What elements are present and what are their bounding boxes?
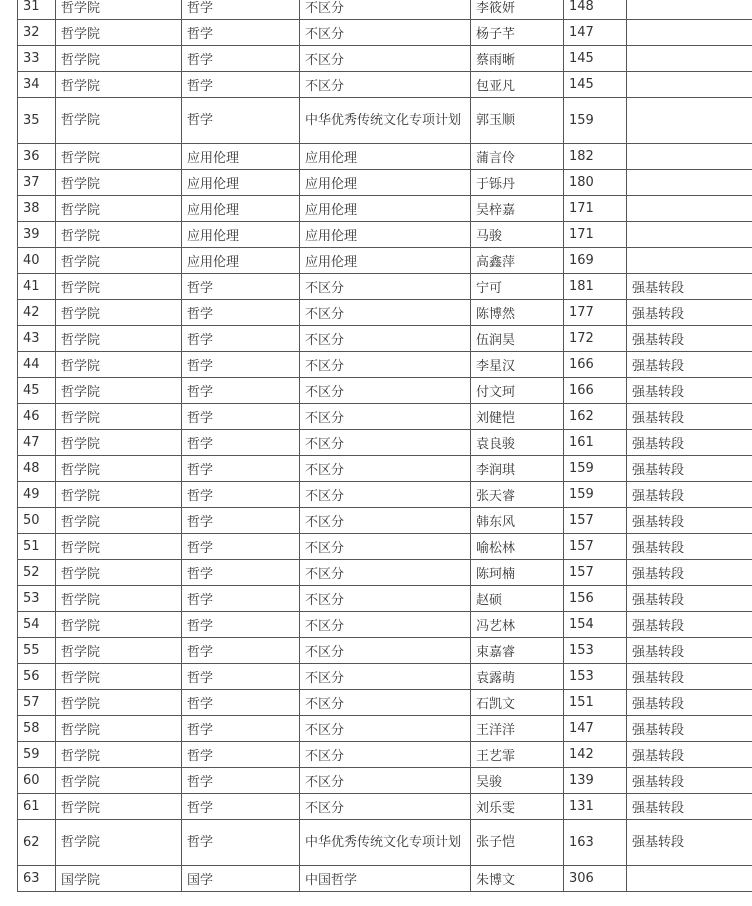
name-cell: 于铄丹 xyxy=(471,170,564,196)
name-cell: 陈博然 xyxy=(471,300,564,326)
score-cell: 139 xyxy=(564,768,627,794)
major-cell: 哲学 xyxy=(182,508,300,534)
direction-cell: 不区分 xyxy=(300,352,471,378)
name-cell: 韩东风 xyxy=(471,508,564,534)
table-row xyxy=(18,690,752,716)
note-cell xyxy=(627,98,752,144)
direction-cell: 不区分 xyxy=(300,326,471,352)
row-number: 37 xyxy=(18,170,56,196)
name-cell: 王洋洋 xyxy=(471,716,564,742)
name-cell: 张子恺 xyxy=(471,820,564,866)
name-cell: 冯艺林 xyxy=(471,612,564,638)
college-cell: 哲学院 xyxy=(56,638,182,664)
score-cell: 157 xyxy=(564,560,627,586)
row-number: 32 xyxy=(18,20,56,46)
college-cell: 哲学院 xyxy=(56,534,182,560)
college-cell: 哲学院 xyxy=(56,482,182,508)
college-cell: 哲学院 xyxy=(56,378,182,404)
note-cell: 强基转段 xyxy=(627,638,752,664)
table-row xyxy=(18,326,752,352)
note-cell: 强基转段 xyxy=(627,820,752,866)
row-number: 34 xyxy=(18,72,56,98)
row-number: 40 xyxy=(18,248,56,274)
table-row xyxy=(18,742,752,768)
major-cell: 哲学 xyxy=(182,534,300,560)
name-cell: 杨子芊 xyxy=(471,20,564,46)
name-cell: 蒲言伶 xyxy=(471,144,564,170)
direction-cell: 不区分 xyxy=(300,794,471,820)
direction-cell: 不区分 xyxy=(300,72,471,98)
major-cell: 哲学 xyxy=(182,638,300,664)
major-cell: 哲学 xyxy=(182,690,300,716)
score-cell: 159 xyxy=(564,482,627,508)
score-cell: 154 xyxy=(564,612,627,638)
row-number: 62 xyxy=(18,820,56,866)
major-cell: 哲学 xyxy=(182,0,300,20)
name-cell: 吴梓嘉 xyxy=(471,196,564,222)
score-cell: 306 xyxy=(564,866,627,892)
row-number: 51 xyxy=(18,534,56,560)
score-cell: 145 xyxy=(564,46,627,72)
name-cell: 袁良骏 xyxy=(471,430,564,456)
major-cell: 哲学 xyxy=(182,300,300,326)
table-row xyxy=(18,866,752,892)
row-number: 35 xyxy=(18,98,56,144)
direction-cell: 应用伦理 xyxy=(300,196,471,222)
row-number: 45 xyxy=(18,378,56,404)
college-cell: 哲学院 xyxy=(56,222,182,248)
table-row xyxy=(18,20,752,46)
table-row xyxy=(18,72,752,98)
note-cell: 强基转段 xyxy=(627,612,752,638)
major-cell: 应用伦理 xyxy=(182,144,300,170)
college-cell: 哲学院 xyxy=(56,716,182,742)
direction-cell: 中国哲学 xyxy=(300,866,471,892)
table-row xyxy=(18,534,752,560)
college-cell: 哲学院 xyxy=(56,456,182,482)
score-cell: 159 xyxy=(564,456,627,482)
row-number: 53 xyxy=(18,586,56,612)
college-cell: 哲学院 xyxy=(56,0,182,20)
college-cell: 哲学院 xyxy=(56,690,182,716)
table-row xyxy=(18,456,752,482)
table-row xyxy=(18,248,752,274)
major-cell: 哲学 xyxy=(182,664,300,690)
row-number: 52 xyxy=(18,560,56,586)
table-row xyxy=(18,664,752,690)
note-cell: 强基转段 xyxy=(627,664,752,690)
row-number: 31 xyxy=(18,0,56,20)
college-cell: 哲学院 xyxy=(56,98,182,144)
direction-cell: 不区分 xyxy=(300,0,471,20)
college-cell: 哲学院 xyxy=(56,352,182,378)
note-cell: 强基转段 xyxy=(627,404,752,430)
name-cell: 李星汉 xyxy=(471,352,564,378)
direction-cell: 不区分 xyxy=(300,612,471,638)
direction-cell: 不区分 xyxy=(300,20,471,46)
major-cell: 应用伦理 xyxy=(182,170,300,196)
college-cell: 哲学院 xyxy=(56,430,182,456)
row-number: 44 xyxy=(18,352,56,378)
note-cell: 强基转段 xyxy=(627,300,752,326)
note-cell xyxy=(627,222,752,248)
college-cell: 哲学院 xyxy=(56,508,182,534)
direction-cell: 应用伦理 xyxy=(300,222,471,248)
table-row xyxy=(18,222,752,248)
table-row xyxy=(18,612,752,638)
direction-cell: 不区分 xyxy=(300,664,471,690)
score-cell: 182 xyxy=(564,144,627,170)
direction-cell: 不区分 xyxy=(300,742,471,768)
table-row xyxy=(18,560,752,586)
major-cell: 哲学 xyxy=(182,820,300,866)
major-cell: 哲学 xyxy=(182,456,300,482)
score-cell: 177 xyxy=(564,300,627,326)
score-cell: 157 xyxy=(564,534,627,560)
table-row xyxy=(18,638,752,664)
major-cell: 哲学 xyxy=(182,794,300,820)
score-cell: 181 xyxy=(564,274,627,300)
name-cell: 李润琪 xyxy=(471,456,564,482)
direction-cell: 不区分 xyxy=(300,456,471,482)
college-cell: 哲学院 xyxy=(56,560,182,586)
score-cell: 172 xyxy=(564,326,627,352)
direction-cell: 不区分 xyxy=(300,508,471,534)
score-cell: 163 xyxy=(564,820,627,866)
score-cell: 131 xyxy=(564,794,627,820)
direction-cell: 不区分 xyxy=(300,378,471,404)
major-cell: 哲学 xyxy=(182,274,300,300)
note-cell xyxy=(627,20,752,46)
table-row xyxy=(18,586,752,612)
major-cell: 哲学 xyxy=(182,20,300,46)
score-cell: 159 xyxy=(564,98,627,144)
row-number: 63 xyxy=(18,866,56,892)
row-number: 57 xyxy=(18,690,56,716)
row-number: 55 xyxy=(18,638,56,664)
score-cell: 162 xyxy=(564,404,627,430)
major-cell: 应用伦理 xyxy=(182,222,300,248)
table-row xyxy=(18,300,752,326)
note-cell: 强基转段 xyxy=(627,768,752,794)
note-cell xyxy=(627,170,752,196)
score-cell: 166 xyxy=(564,352,627,378)
major-cell: 哲学 xyxy=(182,72,300,98)
direction-cell: 不区分 xyxy=(300,430,471,456)
score-cell: 166 xyxy=(564,378,627,404)
direction-cell: 不区分 xyxy=(300,638,471,664)
direction-cell: 不区分 xyxy=(300,482,471,508)
direction-cell: 不区分 xyxy=(300,534,471,560)
name-cell: 刘健恺 xyxy=(471,404,564,430)
row-number: 58 xyxy=(18,716,56,742)
name-cell: 吴骏 xyxy=(471,768,564,794)
name-cell: 陈珂楠 xyxy=(471,560,564,586)
score-cell: 147 xyxy=(564,716,627,742)
major-cell: 哲学 xyxy=(182,768,300,794)
note-cell: 强基转段 xyxy=(627,742,752,768)
row-number: 42 xyxy=(18,300,56,326)
college-cell: 哲学院 xyxy=(56,794,182,820)
college-cell: 哲学院 xyxy=(56,820,182,866)
table-row xyxy=(18,274,752,300)
row-number: 36 xyxy=(18,144,56,170)
table-row xyxy=(18,352,752,378)
direction-cell: 不区分 xyxy=(300,274,471,300)
note-cell xyxy=(627,196,752,222)
direction-cell: 不区分 xyxy=(300,404,471,430)
name-cell: 高鑫萍 xyxy=(471,248,564,274)
row-number: 43 xyxy=(18,326,56,352)
name-cell: 李筱妍 xyxy=(471,0,564,20)
score-cell: 142 xyxy=(564,742,627,768)
table-row xyxy=(18,404,752,430)
name-cell: 马骏 xyxy=(471,222,564,248)
direction-cell: 不区分 xyxy=(300,46,471,72)
college-cell: 哲学院 xyxy=(56,274,182,300)
table-body xyxy=(18,0,752,892)
table-row xyxy=(18,768,752,794)
college-cell: 哲学院 xyxy=(56,300,182,326)
major-cell: 哲学 xyxy=(182,46,300,72)
score-cell: 161 xyxy=(564,430,627,456)
score-cell: 151 xyxy=(564,690,627,716)
note-cell xyxy=(627,46,752,72)
score-cell: 147 xyxy=(564,20,627,46)
score-cell: 153 xyxy=(564,664,627,690)
row-number: 54 xyxy=(18,612,56,638)
note-cell xyxy=(627,248,752,274)
direction-cell: 不区分 xyxy=(300,716,471,742)
name-cell: 朱博文 xyxy=(471,866,564,892)
major-cell: 哲学 xyxy=(182,378,300,404)
name-cell: 刘乐雯 xyxy=(471,794,564,820)
note-cell: 强基转段 xyxy=(627,586,752,612)
college-cell: 哲学院 xyxy=(56,144,182,170)
row-number: 46 xyxy=(18,404,56,430)
name-cell: 赵硕 xyxy=(471,586,564,612)
college-cell: 哲学院 xyxy=(56,664,182,690)
admission-list-table xyxy=(17,0,752,892)
table-row xyxy=(18,716,752,742)
direction-cell: 应用伦理 xyxy=(300,170,471,196)
note-cell: 强基转段 xyxy=(627,690,752,716)
direction-cell: 不区分 xyxy=(300,690,471,716)
major-cell: 哲学 xyxy=(182,98,300,144)
college-cell: 国学院 xyxy=(56,866,182,892)
score-cell: 157 xyxy=(564,508,627,534)
score-cell: 156 xyxy=(564,586,627,612)
score-cell: 169 xyxy=(564,248,627,274)
row-number: 47 xyxy=(18,430,56,456)
note-cell: 强基转段 xyxy=(627,794,752,820)
table-row xyxy=(18,144,752,170)
major-cell: 哲学 xyxy=(182,326,300,352)
note-cell: 强基转段 xyxy=(627,274,752,300)
direction-cell: 应用伦理 xyxy=(300,144,471,170)
note-cell: 强基转段 xyxy=(627,560,752,586)
college-cell: 哲学院 xyxy=(56,742,182,768)
college-cell: 哲学院 xyxy=(56,170,182,196)
note-cell: 强基转段 xyxy=(627,326,752,352)
note-cell: 强基转段 xyxy=(627,456,752,482)
college-cell: 哲学院 xyxy=(56,72,182,98)
direction-cell: 不区分 xyxy=(300,300,471,326)
direction-cell: 中华优秀传统文化专项计划 xyxy=(300,98,471,144)
name-cell: 宁可 xyxy=(471,274,564,300)
table-row xyxy=(18,378,752,404)
note-cell: 强基转段 xyxy=(627,482,752,508)
college-cell: 哲学院 xyxy=(56,20,182,46)
row-number: 49 xyxy=(18,482,56,508)
note-cell xyxy=(627,72,752,98)
name-cell: 蔡雨晰 xyxy=(471,46,564,72)
college-cell: 哲学院 xyxy=(56,46,182,72)
name-cell: 喻松林 xyxy=(471,534,564,560)
college-cell: 哲学院 xyxy=(56,768,182,794)
table-row xyxy=(18,170,752,196)
table-row xyxy=(18,98,752,144)
note-cell: 强基转段 xyxy=(627,508,752,534)
note-cell: 强基转段 xyxy=(627,534,752,560)
score-cell: 153 xyxy=(564,638,627,664)
table-row xyxy=(18,196,752,222)
name-cell: 袁露萌 xyxy=(471,664,564,690)
note-cell: 强基转段 xyxy=(627,430,752,456)
name-cell: 王艺霏 xyxy=(471,742,564,768)
direction-cell: 不区分 xyxy=(300,768,471,794)
row-number: 48 xyxy=(18,456,56,482)
note-cell xyxy=(627,144,752,170)
major-cell: 哲学 xyxy=(182,742,300,768)
row-number: 50 xyxy=(18,508,56,534)
table-row xyxy=(18,430,752,456)
note-cell: 强基转段 xyxy=(627,716,752,742)
college-cell: 哲学院 xyxy=(56,326,182,352)
college-cell: 哲学院 xyxy=(56,404,182,430)
major-cell: 应用伦理 xyxy=(182,248,300,274)
direction-cell: 不区分 xyxy=(300,586,471,612)
score-cell: 171 xyxy=(564,222,627,248)
table-row xyxy=(18,46,752,72)
college-cell: 哲学院 xyxy=(56,612,182,638)
direction-cell: 不区分 xyxy=(300,560,471,586)
row-number: 33 xyxy=(18,46,56,72)
note-cell: 强基转段 xyxy=(627,352,752,378)
major-cell: 国学 xyxy=(182,866,300,892)
name-cell: 张天睿 xyxy=(471,482,564,508)
name-cell: 付文珂 xyxy=(471,378,564,404)
table-row xyxy=(18,508,752,534)
major-cell: 哲学 xyxy=(182,612,300,638)
name-cell: 束嘉睿 xyxy=(471,638,564,664)
score-cell: 171 xyxy=(564,196,627,222)
direction-cell: 中华优秀传统文化专项计划 xyxy=(300,820,471,866)
name-cell: 石凯文 xyxy=(471,690,564,716)
row-number: 56 xyxy=(18,664,56,690)
name-cell: 郭玉顺 xyxy=(471,98,564,144)
note-cell: 强基转段 xyxy=(627,378,752,404)
row-number: 39 xyxy=(18,222,56,248)
score-cell: 145 xyxy=(564,72,627,98)
row-number: 38 xyxy=(18,196,56,222)
major-cell: 哲学 xyxy=(182,716,300,742)
name-cell: 伍润昊 xyxy=(471,326,564,352)
major-cell: 哲学 xyxy=(182,560,300,586)
table-row xyxy=(18,794,752,820)
note-cell xyxy=(627,866,752,892)
college-cell: 哲学院 xyxy=(56,586,182,612)
major-cell: 哲学 xyxy=(182,404,300,430)
note-cell xyxy=(627,0,752,20)
row-number: 41 xyxy=(18,274,56,300)
major-cell: 哲学 xyxy=(182,430,300,456)
major-cell: 哲学 xyxy=(182,482,300,508)
table-row xyxy=(18,820,752,866)
major-cell: 哲学 xyxy=(182,586,300,612)
row-number: 61 xyxy=(18,794,56,820)
college-cell: 哲学院 xyxy=(56,196,182,222)
major-cell: 应用伦理 xyxy=(182,196,300,222)
table-row xyxy=(18,482,752,508)
major-cell: 哲学 xyxy=(182,352,300,378)
score-cell: 148 xyxy=(564,0,627,20)
row-number: 60 xyxy=(18,768,56,794)
college-cell: 哲学院 xyxy=(56,248,182,274)
direction-cell: 应用伦理 xyxy=(300,248,471,274)
score-cell: 180 xyxy=(564,170,627,196)
table-row xyxy=(18,0,752,20)
name-cell: 包亚凡 xyxy=(471,72,564,98)
row-number: 59 xyxy=(18,742,56,768)
